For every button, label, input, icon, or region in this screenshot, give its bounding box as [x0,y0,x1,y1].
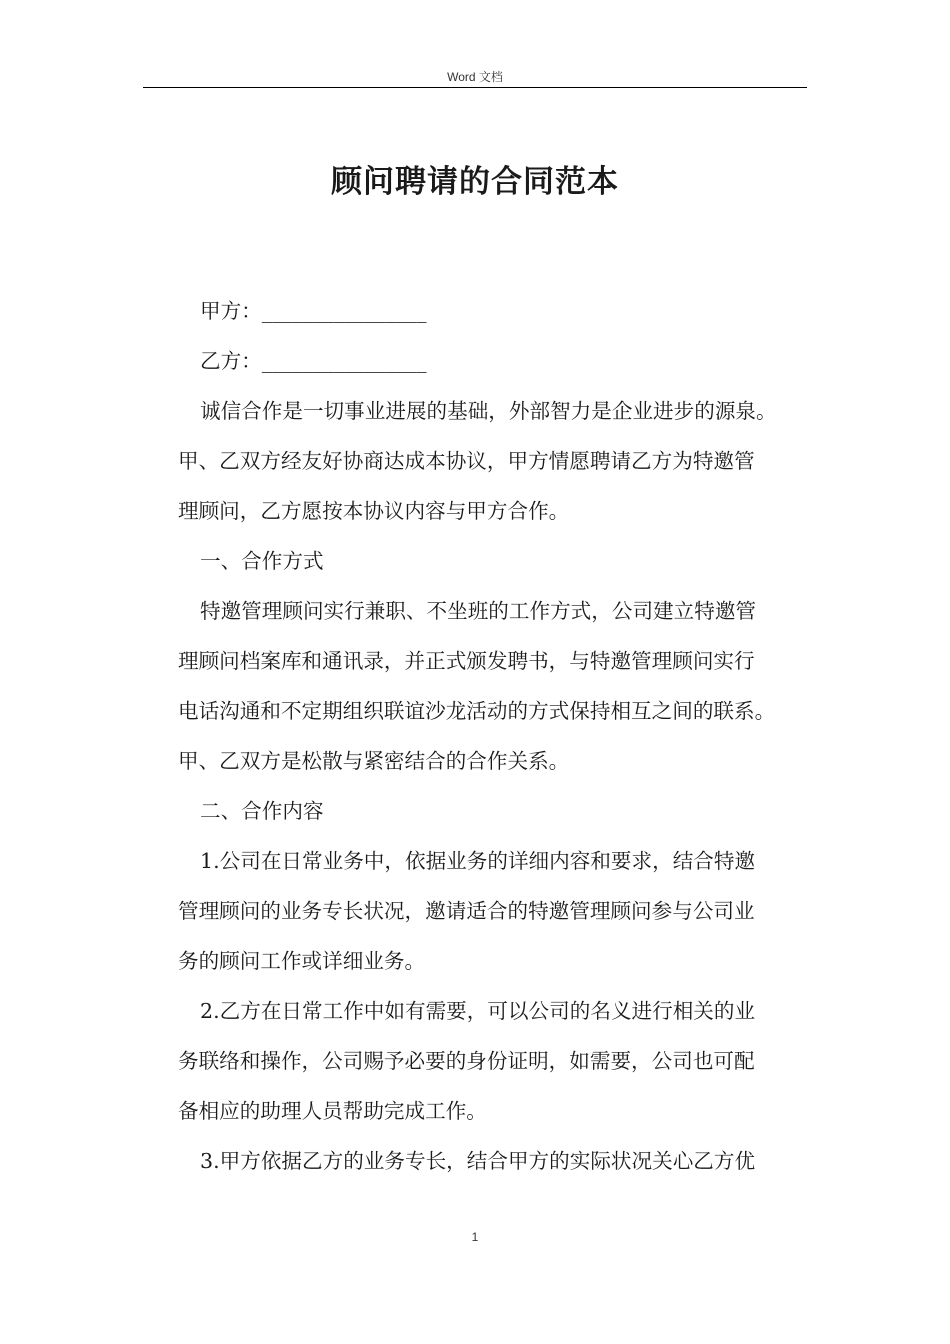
paragraph-line: 备相应的助理人员帮助完成工作。 [178,1099,487,1123]
paragraph-line: 2.乙方在日常工作中如有需要，可以公司的名义进行相关的业 [200,999,756,1023]
paragraph-line: 电话沟通和不定期组织联谊沙龙活动的方式保持相互之间的联系。 [178,699,776,723]
page-header: Word 文档 [447,70,503,84]
party-b-line: 乙方：________________ [200,349,427,373]
paragraph-line: 务的顾问工作或详细业务。 [178,949,426,973]
paragraph-line: 诚信合作是一切事业进展的基础，外部智力是企业进步的源泉。 [200,399,777,423]
paragraph-line: 管理顾问的业务专长状况，邀请适合的特邀管理顾问参与公司业 [178,899,755,923]
section-heading: 二、合作内容 [200,799,324,823]
section-heading: 一、合作方式 [200,549,324,573]
paragraph-line: 特邀管理顾问实行兼职、不坐班的工作方式，公司建立特邀管 [200,599,757,623]
document-body [178,286,818,1186]
party-a-line: 甲方：________________ [200,299,427,323]
paragraph-line: 3.甲方依据乙方的业务专长，结合甲方的实际状况关心乙方优 [200,1149,756,1173]
paragraph-line: 甲、乙双方是松散与紧密结合的合作关系。 [178,749,570,773]
paragraph-line: 理顾问档案库和通讯录，并正式颁发聘书，与特邀管理顾问实行 [178,649,755,673]
paragraph-line: 甲、乙双方经友好协商达成本协议，甲方情愿聘请乙方为特邀管 [178,449,755,473]
paragraph-line: 理顾问，乙方愿按本协议内容与甲方合作。 [178,499,570,523]
document-title: 顾问聘请的合同范本 [331,164,619,200]
page-number: 1 [471,1230,479,1244]
paragraph-line: 务联络和操作，公司赐予必要的身份证明，如需要，公司也可配 [178,1049,755,1073]
paragraph-line: 1.公司在日常业务中，依据业务的详细内容和要求，结合特邀 [200,849,756,873]
header-divider [143,87,807,88]
